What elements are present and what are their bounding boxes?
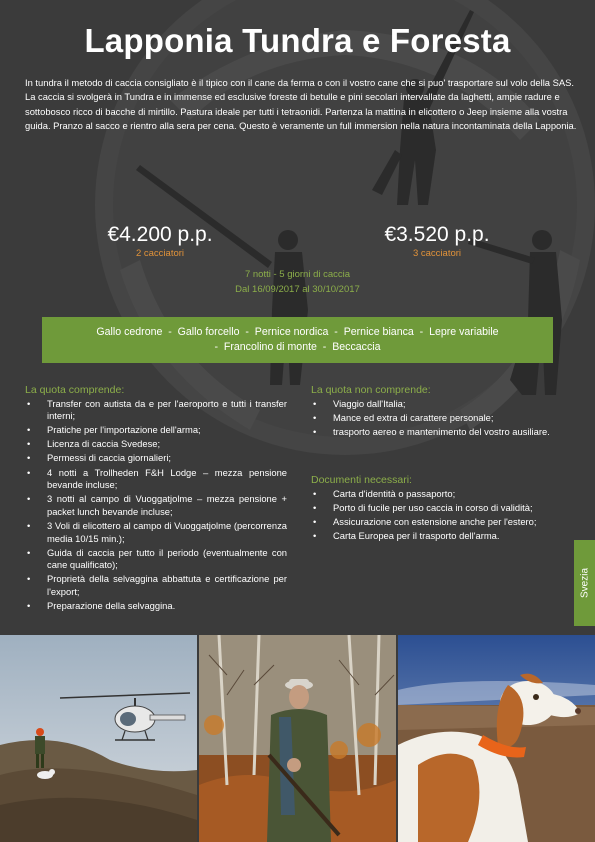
documents-section <box>311 474 581 544</box>
included-section <box>25 384 287 614</box>
list-item: • Pratiche per l'importazione dell'arma; <box>25 424 287 437</box>
excluded-list <box>311 398 581 439</box>
intro-paragraph-2: La caccia si svolgerà in Tundra e in immense ed esclusive foreste di betulle e pini secolari intervallate da laghetti, ampie radure e sottobosco ricco di bacche di mirtillo. Pastura ideale per tutti i tetraonidi. Partenza la mattina in elicottero o Jeep insieme alla vostra guida. Pranzo al sacco e rientro alla sera per cena. Questo è veramente un full immersion nella natura incontaminata della Lapponia. <box>25 91 577 132</box>
trip-dates <box>0 268 595 297</box>
price-two-hunters <box>80 223 240 259</box>
included-heading: La quota comprende: <box>25 384 125 396</box>
game-species-banner <box>42 317 553 363</box>
country-side-tab[interactable] <box>574 540 595 626</box>
hunter-birch-forest-photo <box>199 635 396 842</box>
list-item: • 4 notti a Trollheden F&H Lodge – mezza pensione bevande incluse; <box>25 467 287 492</box>
list-item: • Mance ed extra di carattere personale; <box>311 412 581 425</box>
documents-list <box>311 488 581 543</box>
list-item: • 3 Voli di elicottero al campo di Vuoggatjolme (percorrenza media 10/15 min.); <box>25 520 287 545</box>
price-label: 3 cacciatori <box>412 248 462 259</box>
trip-duration: 7 notti - 5 giorni di caccia <box>244 269 351 280</box>
species-line-1: Gallo cedrone - Gallo forcello - Pernice nordica - Pernice bianca - Lepre variabile <box>96 326 499 338</box>
price-amount: €3.520 p.p. <box>384 223 490 246</box>
list-item: • Proprietà della selvaggina abbattuta e certificazione per l'export; <box>25 573 287 598</box>
list-item: • Carta Europea per il trasporto dell'arma. <box>311 530 581 543</box>
list-item: • Assicurazione con estensione anche per l'estero; <box>311 516 581 529</box>
documents-heading: Documenti necessari: <box>311 474 412 486</box>
trip-period: Dal 16/09/2017 al 30/10/2017 <box>235 283 360 295</box>
list-item: • Guida di caccia per tutto il periodo (eventualmente con cane qualificato); <box>25 547 287 572</box>
list-item: • Licenza di caccia Svedese; <box>25 438 287 451</box>
country-tab-label: Svezia <box>579 567 590 599</box>
setter-dog-photo <box>398 635 595 842</box>
list-item: • Permessi di caccia giornalieri; <box>25 452 287 465</box>
list-item: • Viaggio dall'Italia; <box>311 398 581 411</box>
helicopter-hunter-photo <box>0 635 197 842</box>
price-label: 2 cacciatori <box>135 248 185 259</box>
price-three-hunters <box>357 223 517 259</box>
list-item: • Carta d'identità o passaporto; <box>311 488 581 501</box>
species-line-2: - Francolino di monte - Beccaccia <box>214 341 381 353</box>
price-amount: €4.200 p.p. <box>107 223 213 246</box>
excluded-heading: La quota non comprende: <box>311 384 431 396</box>
intro-paragraph-1: In tundra il metodo di caccia consigliato è il tipico con il cane da ferma o con il vostro cane che si puo' trasportare sul volo della SAS. <box>25 77 574 88</box>
list-item: • 3 notti al campo di Vuoggatjolme – mezza pensione + packet lunch bevande incluse; <box>25 493 287 518</box>
list-item: • Porto di fucile per uso caccia in corso di validità; <box>311 502 581 515</box>
excluded-section <box>311 384 581 440</box>
photo-strip <box>0 635 595 842</box>
list-item: • Preparazione della selvaggina. <box>25 600 287 613</box>
page-title: Lapponia Tundra e Foresta <box>84 22 511 59</box>
list-item: • Transfer con autista da e per l'aeroporto e tutti i transfer interni; <box>25 398 287 423</box>
included-list <box>25 398 287 613</box>
intro-text <box>25 76 580 134</box>
list-item: • trasporto aereo e mantenimento del vostro ausiliare. <box>311 426 581 439</box>
